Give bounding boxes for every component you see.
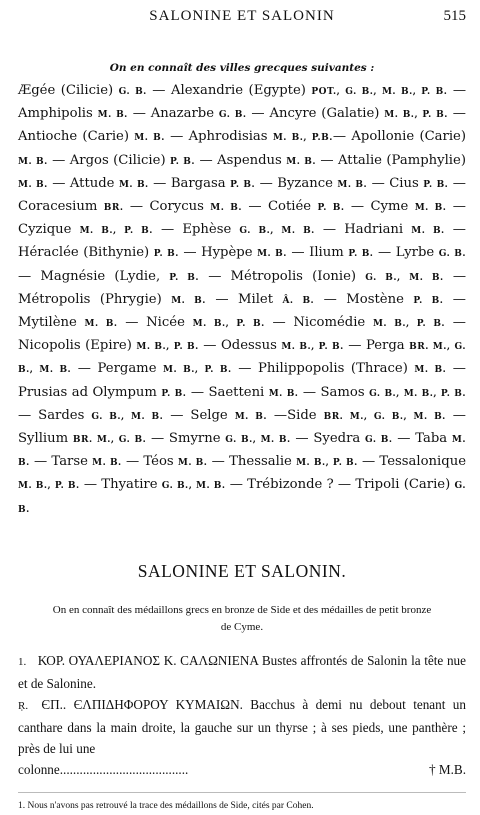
mint-abbreviation: M. B. [210, 203, 242, 214]
obverse-text: ΚΟΡ. ΟΥΑΛΕΡΙΑΝΟΣ Κ. CΑΛΩΝΙΕΝΑ Bustes affrontés de Salonin la tête nue et de Salonine. [18, 652, 467, 691]
mint-abbreviation: M. B. [92, 458, 122, 469]
mint-abbreviation: M. B., P. B. [18, 481, 80, 492]
footnote-rule [18, 792, 466, 793]
footnote: 1. Nous n'avons pas retrouvé la trace des médaillons de Side, cités par Cohen. [18, 800, 314, 811]
mint-abbreviation: P. B. [317, 203, 345, 214]
mint-abbreviation: G. B. [365, 435, 393, 446]
mint-abbreviation: M. B. [414, 365, 447, 376]
mint-abbreviation: G. B., M. B. [239, 226, 315, 237]
mint-abbreviation: M. B. [414, 203, 447, 214]
mint-abbreviation: M. B. [84, 319, 118, 330]
reverse-last-line [18, 759, 466, 780]
mint-abbreviation: M. B. [234, 411, 267, 422]
mint-abbreviation: P. B. [161, 388, 187, 399]
medal-entries [18, 650, 466, 780]
mint-abbreviation: M. B. [118, 179, 149, 190]
mint-abbreviation: G. B., M. B., P. B. [369, 388, 466, 399]
mint-abbreviation: BR. [103, 203, 124, 214]
mint-abbreviation: P. B. [230, 179, 256, 190]
mint-abbreviation: M. B. [134, 133, 165, 144]
reverse-value: † M.B. [428, 761, 466, 777]
reverse-mark: Ṛ. [18, 699, 29, 712]
mint-abbreviation: G. B., M. B. [91, 411, 164, 422]
mint-abbreviation: M. B., P.B. [272, 133, 333, 144]
running-head [18, 0, 466, 34]
mint-abbreviation: P. B. [170, 156, 196, 167]
mint-abbreviation: G. B. [218, 110, 247, 121]
mint-abbreviation: G. B. [118, 87, 147, 97]
mint-abbreviation: G. B., M. B. [161, 481, 226, 492]
entry-number: 1. [18, 655, 27, 668]
mint-abbreviation: M. B. [18, 435, 467, 469]
mint-abbreviation: P. B. [413, 295, 444, 306]
mint-abbreviation: M. B. [268, 388, 299, 399]
mint-abbreviation: G. B. [438, 249, 466, 260]
cities-intro: On en connaît des villes grecques suivantes : [109, 62, 375, 74]
mint-abbreviation: M. B., P. B. [163, 365, 232, 376]
mint-abbreviation: P. B. [348, 249, 374, 260]
mint-abbreviation: POT., G. B., M. B., P. B. [311, 87, 448, 97]
mint-abbreviation: G. B. [18, 481, 466, 515]
mint-abbreviation: P. B. [169, 272, 200, 283]
mint-abbreviation: BR. M., G. B., M. B. [323, 411, 446, 422]
greek-cities-list: Ægée (Cilicie) G. B. — Alexandrie (Egypte) POT., G. B., M. B., P. B. — Amphipolis M. B. — Anazarbe G. B. — Ancyre (Galatie) M. B., P. B. — Antioche (Carie) M. B. — Aphrodisias M. B., P.B.— Apollonie (Carie) M. B. — Argos (Cilicie) P. B. — Aspendus M. B. — Attalie (Pamphylie) M. B. — Attude M. B. — Bargasa P. B. — Byzance M. B. — Cius P. B. — Coracesium BR. — Corycus M. B. — Cotiée P. B. — Cyme M. B. — Cyzique M. B., P. B. — Ephèse G. B., M. B. — Hadriani M. B. — Héraclée (Bithynie) P. B. — Hypèpe M. B. — Ilium P. B. — Lyrbe G. B. — Magnésie (Lydie, P. B. — Métropolis (Ionie) G. B., M. B. — Métropolis (Phrygie) M. B. — Milet Â. B. — Mostène P. B. — Mytilène M. B. — Nicée M. B., P. B. — Nicomédie M. B., P. B. — Nicopolis (Epire) M. B., P. B. — Odessus M. B., P. B. — Perga BR. M., G. B., M. B. — Pergame M. B., P. B. — Philippopolis (Thrace) M. B. — Prusias ad Olympum P. B. — Saetteni M. B. — Samos G. B., M. B., P. B. — Sardes G. B., M. B. — Selge M. B. —Side BR. M., G. B., M. B. — Syllium BR. M., G. B. — Smyrne G. B., M. B. — Syedra G. B. — Taba M. B. — Tarse M. B. — Téos M. B. — Thessalie M. B., P. B. — Tessalonique M. B., P. B. — Thyatire G. B., M. B. — Trébizonde ? — Tripoli (Carie) G. B. [18, 83, 467, 515]
section-intro: On en connaît des médaillons grecs en bronze de Side et des médailles de petit bronze de Cyme. [52, 603, 432, 633]
mint-abbreviation: P. B. [153, 249, 179, 260]
mint-abbreviation: M. B., P. B. [281, 342, 344, 353]
mint-abbreviation: M. B., P. B. [372, 319, 446, 330]
section-title: SALONINE ET SALONIN. [137, 560, 347, 581]
mint-abbreviation: M. B., P. B. [79, 226, 153, 237]
page-number: 515 [443, 8, 466, 24]
running-title: SALONINE ET SALONIN [149, 8, 335, 24]
mint-abbreviation: G. B., M. B. [225, 435, 291, 446]
mint-abbreviation: M. B., P. B. [192, 319, 265, 330]
mint-abbreviation: M. B. [171, 295, 206, 306]
mint-abbreviation: M. B. [337, 179, 368, 190]
mint-abbreviation: BR. M., G. B., M. B. [18, 342, 466, 376]
reverse-last: colonne....................................... [18, 761, 189, 777]
obverse-entry [18, 650, 466, 694]
mint-abbreviation: M. B. [18, 179, 48, 190]
mint-abbreviation: M. B., P. B. [136, 342, 199, 353]
mint-abbreviation: M. B., P. B. [384, 110, 448, 121]
mint-abbreviation: M. B. [286, 156, 316, 167]
mint-abbreviation: M. B. [177, 458, 208, 469]
mint-abbreviation: M. B. [257, 249, 287, 260]
mint-abbreviation: M. B. [18, 156, 48, 167]
mint-abbreviation: P. B. [423, 179, 449, 190]
mint-abbreviation: M. B. [97, 110, 128, 121]
mint-abbreviation: Â. B. [282, 295, 315, 306]
mint-abbreviation: BR. M., G. B. [72, 435, 147, 446]
mint-abbreviation: M. B. [411, 226, 445, 237]
mint-abbreviation: G. B., M. B. [365, 272, 444, 283]
reverse-text: ЄΠ.. ЄΛΠΙΔΗΦΟΡΟΥ ΚΥΜΑΙΩΝ. Bacchus à demi nu debout tenant un canthare dans la main droite, la gauche sur un thyrse ; à ses pieds, une panthère ; près de lui une [18, 696, 466, 756]
reverse-entry [18, 694, 466, 759]
mint-abbreviation: M. B., P. B. [296, 458, 358, 469]
